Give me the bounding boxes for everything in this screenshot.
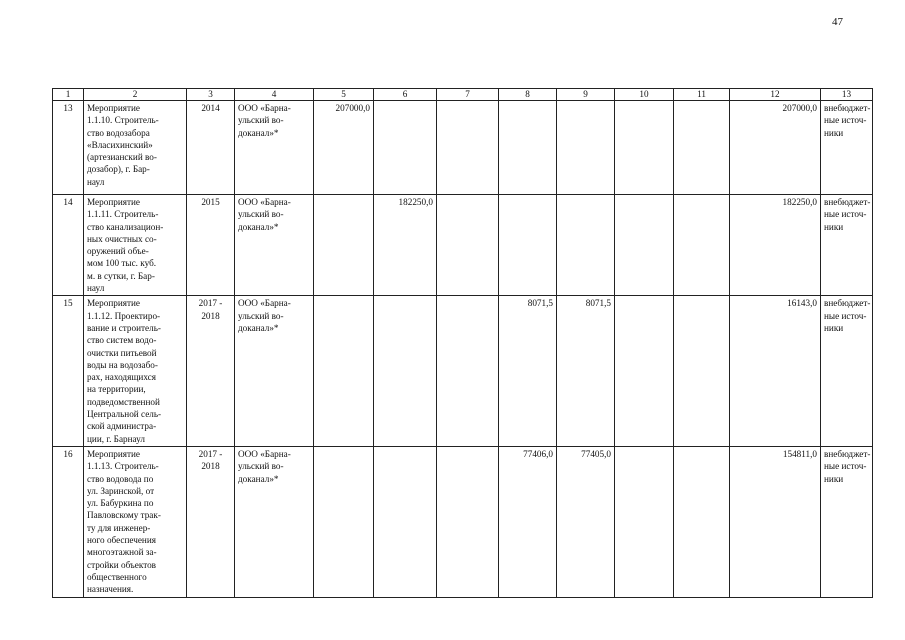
funding-source-line: ники: [824, 127, 844, 138]
funding-source-cell: [821, 101, 873, 195]
value-cell-11: [674, 101, 730, 195]
value-cell-6: 182250,0: [374, 195, 437, 296]
total-cell: 16143,0: [730, 296, 821, 447]
column-header: 5: [314, 89, 374, 101]
executor-line: ульский во-: [238, 310, 284, 321]
measure-name-line: наул: [87, 283, 105, 294]
measure-name-line: 1.1.10. Строитель-: [87, 115, 159, 126]
measure-name-line: ство водовода по: [87, 473, 154, 484]
value-cell-10: [615, 101, 674, 195]
measure-name-line: дозабор), г. Бар-: [87, 164, 150, 175]
funding-source-line: ные источ-: [824, 115, 867, 126]
row-number: 13: [53, 101, 84, 195]
measure-name: [84, 101, 187, 195]
measure-name-line: м. в сутки, г. Бар-: [87, 270, 155, 281]
measure-name-line: на территории,: [87, 384, 146, 395]
value-cell-5: 207000,0: [314, 101, 374, 195]
measure-name-line: ство канализацион-: [87, 221, 164, 232]
measure-name-line: наул: [87, 176, 105, 187]
value-cell-11: [674, 446, 730, 597]
measure-name-line: рах, находящихся: [87, 372, 156, 383]
funding-source-line: ники: [824, 473, 844, 484]
measures-table: [52, 88, 873, 598]
column-header: 3: [187, 89, 235, 101]
funding-source-line: внебюджет-: [824, 298, 871, 309]
measure-name-line: Мероприятие: [87, 298, 140, 309]
value-cell-5: [314, 446, 374, 597]
measure-name-line: ство систем водо-: [87, 335, 157, 346]
column-header: 6: [374, 89, 437, 101]
funding-source-line: ные источ-: [824, 209, 867, 220]
measure-name-line: Мероприятие: [87, 197, 140, 207]
year-cell: [187, 296, 235, 447]
column-header: 1: [53, 89, 84, 101]
value-cell-8: 8071,5: [499, 296, 557, 447]
funding-source-cell: [821, 195, 873, 296]
value-cell-5: [314, 296, 374, 447]
measure-name-line: ту для инженер-: [87, 522, 151, 533]
value-cell-7: [437, 195, 499, 296]
year-cell: [187, 446, 235, 597]
executor-line: ООО «Барна-: [238, 103, 291, 113]
executor-cell: [235, 195, 314, 296]
executor-line: ООО «Барна-: [238, 197, 291, 207]
column-header: 4: [235, 89, 314, 101]
funding-source-cell: [821, 296, 873, 447]
funding-source-line: внебюджет-: [824, 197, 871, 207]
value-cell-8: 77406,0: [499, 446, 557, 597]
value-cell-8: [499, 101, 557, 195]
year-line: 2018: [201, 461, 220, 472]
measure-name: [84, 195, 187, 296]
measure-name-line: ного обеспечения: [87, 535, 156, 546]
value-cell-7: [437, 296, 499, 447]
measure-name-line: (артезианский во-: [87, 152, 157, 163]
value-cell-7: [437, 446, 499, 597]
measure-name-line: стройки объектов: [87, 559, 157, 570]
measure-name-line: 1.1.11. Строитель-: [87, 209, 159, 220]
measure-name-line: ской администра-: [87, 421, 157, 432]
column-header: 7: [437, 89, 499, 101]
measure-name-line: очистки питьевой: [87, 347, 157, 358]
executor-line: доканал»*: [238, 221, 279, 232]
table-row: [53, 296, 873, 447]
measure-name-line: подведомственной: [87, 396, 160, 407]
value-cell-9: [557, 195, 615, 296]
total-cell: 182250,0: [730, 195, 821, 296]
column-header: 11: [674, 89, 730, 101]
column-header: 9: [557, 89, 615, 101]
measure-name-line: многоэтажной за-: [87, 547, 157, 558]
measure-name-line: ных очистных со-: [87, 233, 157, 244]
measure-name-line: назначения.: [87, 584, 134, 595]
executor-line: ульский во-: [238, 209, 284, 220]
value-cell-8: [499, 195, 557, 296]
measure-name-line: мом 100 тыс. куб.: [87, 258, 157, 269]
value-cell-5: [314, 195, 374, 296]
measure-name-line: вание и строитель-: [87, 322, 161, 333]
year-line: 2017 -: [198, 448, 223, 459]
value-cell-10: [615, 446, 674, 597]
column-header: 12: [730, 89, 821, 101]
measure-name-line: воды на водозабо-: [87, 359, 158, 370]
total-cell: 207000,0: [730, 101, 821, 195]
executor-line: ульский во-: [238, 461, 284, 472]
measure-name-line: оружений объе-: [87, 246, 149, 257]
executor-line: доканал»*: [238, 473, 279, 484]
measure-name-line: 1.1.12. Проектиро-: [87, 310, 161, 321]
measure-name: [84, 446, 187, 597]
executor-cell: [235, 296, 314, 447]
year-line: 2014: [201, 103, 220, 113]
measure-name-line: общественного: [87, 571, 147, 582]
value-cell-7: [437, 101, 499, 195]
funding-source-line: ники: [824, 322, 844, 333]
year-cell: [187, 195, 235, 296]
executor-line: доканал»*: [238, 127, 279, 138]
column-header: 2: [84, 89, 187, 101]
column-header: 10: [615, 89, 674, 101]
row-number: 16: [53, 446, 84, 597]
year-line: 2015: [201, 197, 220, 207]
column-header: 8: [499, 89, 557, 101]
executor-cell: [235, 446, 314, 597]
measure-name-line: Мероприятие: [87, 448, 140, 459]
table-row: [53, 446, 873, 597]
measure-name-line: ул. Заринской, от: [87, 485, 155, 496]
value-cell-10: [615, 296, 674, 447]
measure-name-line: ции, г. Барнаул: [87, 433, 145, 444]
funding-source-line: внебюджет-: [824, 103, 871, 113]
executor-line: доканал»*: [238, 322, 279, 333]
year-line: 2017 -: [198, 298, 223, 309]
measure-name: [84, 296, 187, 447]
measure-name-line: Мероприятие: [87, 103, 140, 113]
value-cell-11: [674, 296, 730, 447]
executor-line: ООО «Барна-: [238, 448, 291, 459]
measure-name-line: ул. Бабуркина по: [87, 498, 154, 509]
table-row: [53, 195, 873, 296]
year-cell: [187, 101, 235, 195]
value-cell-9: 8071,5: [557, 296, 615, 447]
measure-name-line: «Власихинский»: [87, 139, 153, 150]
funding-source-line: ные источ-: [824, 461, 867, 472]
header-row: [53, 89, 873, 101]
value-cell-11: [674, 195, 730, 296]
executor-line: ульский во-: [238, 115, 284, 126]
value-cell-6: [374, 446, 437, 597]
funding-source-line: ники: [824, 221, 844, 232]
page-number: 47: [832, 16, 843, 28]
total-cell: 154811,0: [730, 446, 821, 597]
measure-name-line: Центральной сель-: [87, 409, 162, 420]
value-cell-6: [374, 296, 437, 447]
executor-cell: [235, 101, 314, 195]
year-line: 2018: [201, 310, 220, 321]
column-header: 13: [821, 89, 873, 101]
row-number: 15: [53, 296, 84, 447]
measure-name-line: ство водозабора: [87, 127, 150, 138]
table-row: [53, 101, 873, 195]
value-cell-9: 77405,0: [557, 446, 615, 597]
funding-source-line: ные источ-: [824, 310, 867, 321]
value-cell-10: [615, 195, 674, 296]
measure-name-line: 1.1.13. Строитель-: [87, 461, 159, 472]
value-cell-9: [557, 101, 615, 195]
row-number: 14: [53, 195, 84, 296]
executor-line: ООО «Барна-: [238, 298, 291, 309]
measure-name-line: Павловскому трак-: [87, 510, 161, 521]
funding-source-cell: [821, 446, 873, 597]
funding-source-line: внебюджет-: [824, 448, 871, 459]
value-cell-6: [374, 101, 437, 195]
